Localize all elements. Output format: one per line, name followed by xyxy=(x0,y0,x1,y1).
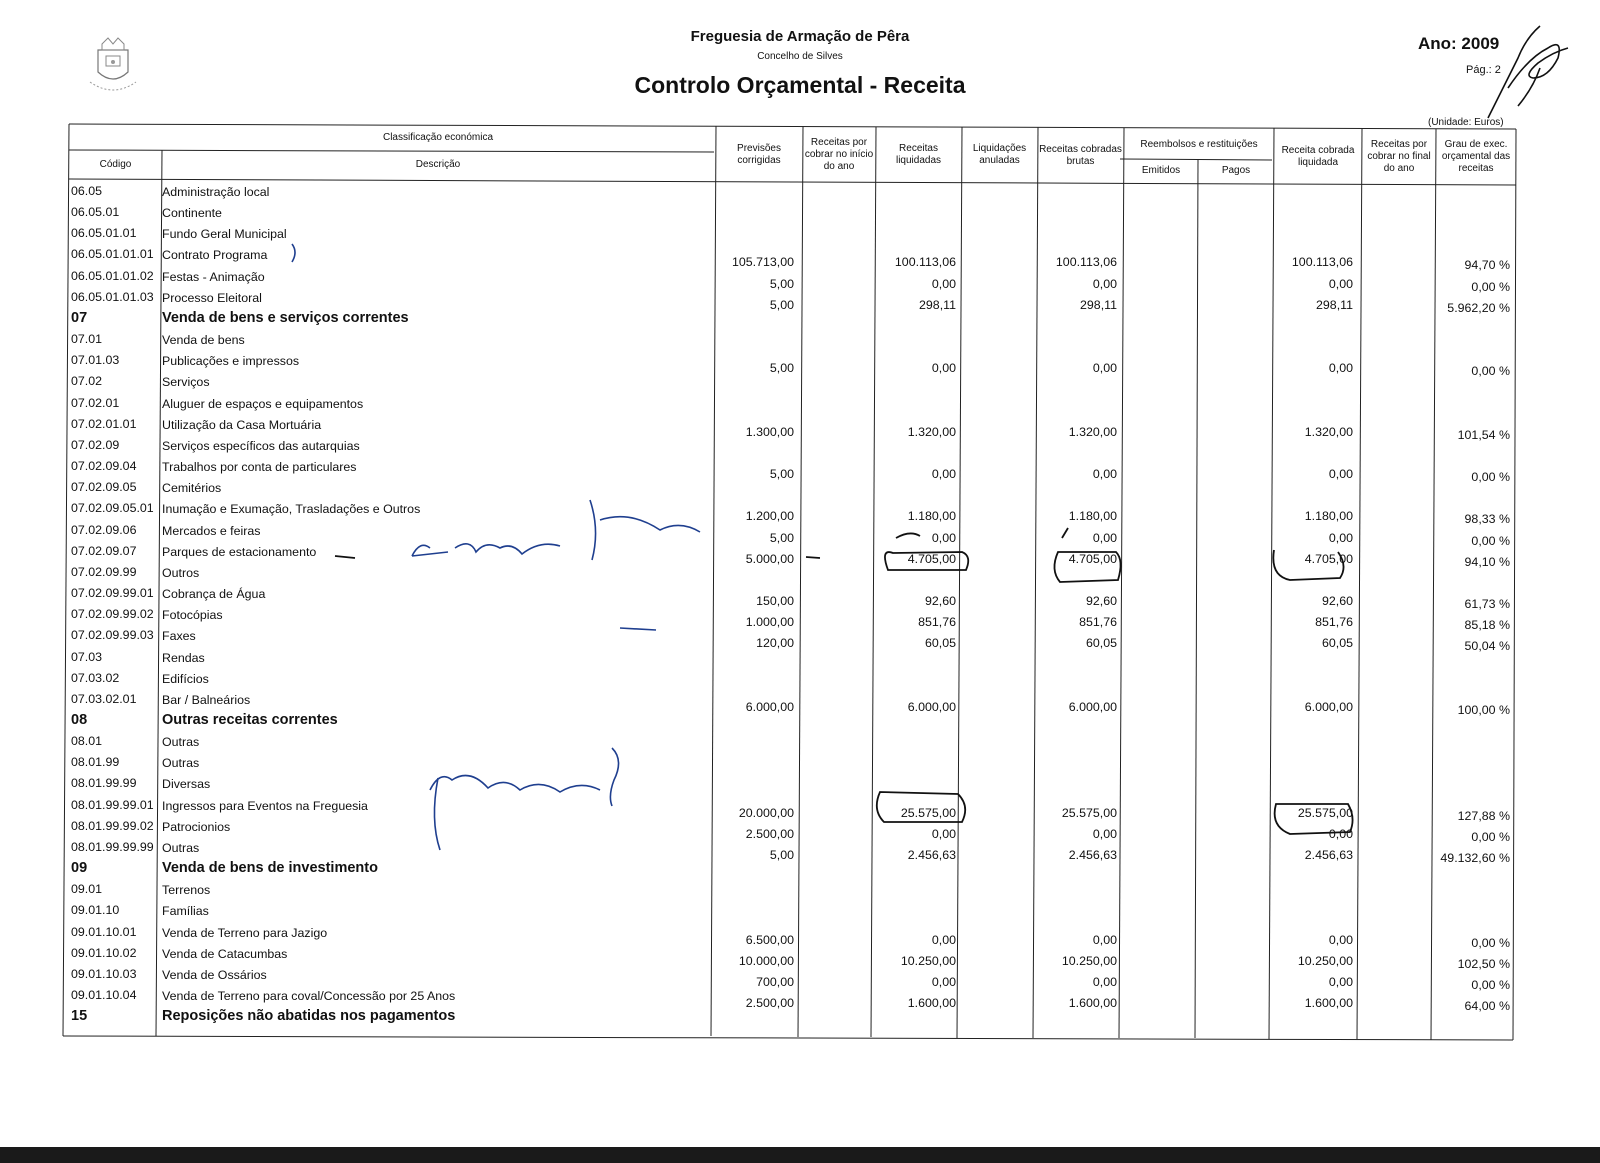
row-liq: 92,60 xyxy=(924,594,956,609)
row-prev: 5,00 xyxy=(769,361,794,376)
header-refunds-issued: Emitidos xyxy=(1141,165,1181,176)
header-cancelled: Liquidações anuladas xyxy=(972,143,1027,166)
row-code: 09.01.10.02 xyxy=(71,945,137,960)
header-settled: Receitas liquidadas xyxy=(895,143,942,166)
row-description: Fotocópias xyxy=(162,608,223,623)
row-cob: 0,00 xyxy=(1092,826,1117,841)
row-code: 09 xyxy=(71,860,88,877)
row-cob: 2.456,63 xyxy=(1068,847,1117,862)
row-description: Famílias xyxy=(162,904,209,919)
table-row xyxy=(0,520,1600,548)
row-description: Inumação e Exumação, Trasladações e Outros xyxy=(162,502,421,517)
table-row xyxy=(0,773,1600,794)
row-cob: 851,76 xyxy=(1079,615,1117,630)
row-cob: 1.180,00 xyxy=(1068,509,1117,524)
table-row xyxy=(0,985,1600,1014)
row-code: 07.02.09.99.01 xyxy=(71,586,154,601)
row-cob: 1.600,00 xyxy=(1068,996,1117,1011)
row-code: 06.05.01 xyxy=(71,205,120,220)
row-description: Venda de bens xyxy=(162,333,245,348)
row-cob: 92,60 xyxy=(1085,594,1117,609)
header-forecast: Previsões corrigidas xyxy=(737,143,781,166)
row-liq: 1.600,00 xyxy=(907,996,956,1011)
row-description: Publicações e impressos xyxy=(162,354,300,369)
row-net: 2.456,63 xyxy=(1304,847,1353,862)
row-liq: 1.320,00 xyxy=(907,424,956,439)
row-description: Mercados e feiras xyxy=(162,523,261,538)
row-net: 0,00 xyxy=(1328,932,1353,947)
table-row xyxy=(0,689,1600,717)
row-description: Processo Eleitoral xyxy=(162,290,262,305)
row-liq: 0,00 xyxy=(931,974,956,989)
row-liq: 25.575,00 xyxy=(900,805,956,820)
row-pct: 102,50 % xyxy=(1457,956,1510,971)
row-pct: 64,00 % xyxy=(1464,999,1510,1014)
row-pct: 0,00 % xyxy=(1471,470,1510,485)
row-prev: 5,00 xyxy=(769,297,794,312)
row-code: 07.02.01 xyxy=(71,395,120,410)
row-prev: 20.000,00 xyxy=(738,805,794,820)
table-row xyxy=(0,541,1600,569)
row-pct: 0,00 % xyxy=(1471,829,1510,844)
table-row xyxy=(0,350,1600,379)
table-row xyxy=(0,414,1600,442)
table-row xyxy=(0,752,1600,773)
row-description: Venda de Ossários xyxy=(162,967,267,982)
header-description: Descrição xyxy=(415,159,461,170)
row-description: Faxes xyxy=(162,629,196,644)
table-row xyxy=(0,900,1600,921)
row-code: 08.01.99 xyxy=(71,755,120,770)
table-row xyxy=(0,477,1600,498)
row-net: 1.180,00 xyxy=(1304,509,1353,524)
row-code: 15 xyxy=(71,1008,88,1025)
signature-scribble xyxy=(1478,18,1578,128)
row-net: 851,76 xyxy=(1315,615,1353,630)
row-description: Outras receitas correntes xyxy=(162,712,338,728)
row-pct: 0,00 % xyxy=(1471,533,1510,548)
row-liq: 1.180,00 xyxy=(907,509,956,524)
row-cob: 10.250,00 xyxy=(1061,953,1117,968)
header-refunds-paid: Pagos xyxy=(1221,165,1251,176)
row-description: Fundo Geral Municipal xyxy=(162,227,287,242)
row-code: 07.03 xyxy=(71,649,103,664)
table-row xyxy=(0,710,1600,731)
row-prev: 6.500,00 xyxy=(745,932,794,947)
row-liq: 0,00 xyxy=(931,467,956,482)
row-code: 06.05.01.01 xyxy=(71,226,137,241)
row-prev: 5,00 xyxy=(769,467,794,482)
row-prev: 2.500,00 xyxy=(745,826,794,841)
row-description: Aluguer de espaços e equipamentos xyxy=(162,396,364,411)
row-code: 09.01.10.04 xyxy=(71,988,137,1003)
header-to-collect-start: Receitas por cobrar no início do ano xyxy=(804,137,874,172)
header-refunds: Reembolsos e restituições xyxy=(1140,139,1258,150)
row-liq: 0,00 xyxy=(931,932,956,947)
header-execution: Grau de exec. orçamental das receitas xyxy=(1441,139,1511,174)
row-net: 100.113,06 xyxy=(1291,255,1353,270)
table-row xyxy=(0,922,1600,950)
row-code: 07.02.01.01 xyxy=(71,416,137,431)
row-cob: 1.320,00 xyxy=(1068,424,1117,439)
row-liq: 60,05 xyxy=(924,636,956,651)
table-row xyxy=(0,562,1600,583)
row-description: Contrato Programa xyxy=(162,248,268,263)
row-liq: 0,00 xyxy=(931,361,956,376)
row-net: 0,00 xyxy=(1328,826,1353,841)
row-pct: 0,00 % xyxy=(1471,364,1510,379)
table-row xyxy=(0,647,1600,668)
row-pct: 127,88 % xyxy=(1457,808,1510,823)
row-description: Serviços específicos das autarquias xyxy=(162,438,360,453)
row-liq: 4.705,00 xyxy=(907,551,956,566)
table-row xyxy=(0,202,1600,223)
page-number: Pág.: 2 xyxy=(1466,64,1501,76)
table-row xyxy=(0,266,1600,294)
row-description: Ingressos para Eventos na Freguesia xyxy=(162,798,368,813)
row-prev: 2.500,00 xyxy=(745,996,794,1011)
row-cob: 0,00 xyxy=(1092,467,1117,482)
row-pct: 49.132,60 % xyxy=(1440,850,1510,865)
row-prev: 120,00 xyxy=(756,636,794,651)
table-row xyxy=(0,244,1600,273)
row-pct: 50,04 % xyxy=(1464,639,1510,654)
row-cob: 0,00 xyxy=(1092,276,1117,291)
row-prev: 700,00 xyxy=(756,974,794,989)
table-row xyxy=(0,858,1600,879)
row-code: 07.02.09.05 xyxy=(71,480,137,495)
row-net: 25.575,00 xyxy=(1297,805,1353,820)
row-code: 08.01.99.99.99 xyxy=(71,839,154,854)
row-pct: 101,54 % xyxy=(1457,427,1510,442)
row-code: 07.02.09.99.03 xyxy=(71,628,154,643)
row-description: Continente xyxy=(162,206,222,221)
row-net: 1.320,00 xyxy=(1304,424,1353,439)
row-code: 07.02 xyxy=(71,374,103,389)
table-row xyxy=(0,731,1600,752)
row-code: 07.02.09 xyxy=(71,437,120,452)
row-pct: 0,00 % xyxy=(1471,279,1510,294)
row-code: 08.01 xyxy=(71,734,103,749)
row-prev: 1.200,00 xyxy=(745,509,794,524)
row-description: Serviços xyxy=(162,375,210,390)
row-prev: 5,00 xyxy=(769,847,794,862)
row-description: Rendas xyxy=(162,650,205,665)
table-row xyxy=(0,223,1600,244)
row-description: Outras xyxy=(162,735,200,750)
row-prev: 10.000,00 xyxy=(738,953,794,968)
table-row xyxy=(0,181,1600,202)
table-row xyxy=(0,668,1600,689)
row-description: Trabalhos por conta de particulares xyxy=(162,460,357,475)
row-cob: 60,05 xyxy=(1085,636,1117,651)
row-net: 0,00 xyxy=(1328,467,1353,482)
row-description: Patrocionios xyxy=(162,819,231,834)
row-description: Edifícios xyxy=(162,671,209,686)
header-net: Receita cobrada liquidada xyxy=(1281,145,1355,168)
table-row xyxy=(0,308,1600,329)
row-net: 0,00 xyxy=(1328,974,1353,989)
row-pct: 94,70 % xyxy=(1464,258,1510,273)
report-year: Ano: 2009 xyxy=(1418,34,1500,53)
header-code: Código xyxy=(99,159,132,170)
row-pct: 61,73 % xyxy=(1464,597,1510,612)
row-description: Venda de Terreno para coval/Concessão por 25 Anos xyxy=(162,989,456,1004)
row-prev: 5,00 xyxy=(769,276,794,291)
row-description: Outras xyxy=(162,756,200,771)
row-code: 09.01.10.01 xyxy=(71,924,137,939)
row-cob: 100.113,06 xyxy=(1055,255,1117,270)
row-code: 08 xyxy=(71,712,88,728)
row-liq: 2.456,63 xyxy=(907,847,956,862)
row-pct: 5.962,20 % xyxy=(1447,300,1510,315)
table-row xyxy=(0,943,1600,971)
row-net: 0,00 xyxy=(1328,530,1353,545)
row-prev: 5.000,00 xyxy=(745,551,794,566)
row-net: 0,00 xyxy=(1328,361,1353,376)
row-code: 07.02.09.07 xyxy=(71,543,137,558)
row-net: 298,11 xyxy=(1316,297,1353,312)
row-code: 06.05.01.01.02 xyxy=(71,268,154,283)
row-liq: 851,76 xyxy=(918,615,956,630)
table-row xyxy=(0,1006,1600,1027)
row-code: 07.01 xyxy=(71,332,103,347)
row-code: 07.02.09.05.01 xyxy=(71,501,154,516)
row-code: 07.02.09.06 xyxy=(71,522,137,537)
row-code: 07.02.09.99.02 xyxy=(71,607,154,622)
row-description: Outros xyxy=(162,565,200,580)
table-row xyxy=(0,456,1600,485)
table-row xyxy=(0,816,1600,844)
row-description: Administração local xyxy=(162,185,270,199)
table-row xyxy=(0,329,1600,350)
row-prev: 150,00 xyxy=(756,594,794,609)
table-row xyxy=(0,795,1600,823)
table-row xyxy=(0,879,1600,900)
row-liq: 0,00 xyxy=(931,276,956,291)
county-name: Concelho de Silves xyxy=(757,51,843,62)
row-description: Parques de estacionamento xyxy=(162,544,317,559)
row-code: 07.03.02.01 xyxy=(71,691,137,706)
row-description: Terrenos xyxy=(162,883,211,898)
header-gross: Receitas cobradas brutas xyxy=(1039,144,1122,167)
scan-edge xyxy=(0,1147,1600,1163)
currency-unit: (Unidade: Euros) xyxy=(1428,117,1504,128)
row-code: 07.01.03 xyxy=(71,353,120,368)
row-pct: 0,00 % xyxy=(1471,935,1510,950)
row-cob: 298,11 xyxy=(1080,297,1117,312)
row-code: 09.01 xyxy=(71,882,103,897)
row-description: Venda de bens e serviços correntes xyxy=(162,309,409,326)
row-code: 09.01.10 xyxy=(71,903,120,918)
row-cob: 4.705,00 xyxy=(1068,551,1117,566)
row-pct: 94,10 % xyxy=(1464,554,1510,569)
row-code: 07.02.09.04 xyxy=(71,459,137,474)
row-code: 08.01.99.99.02 xyxy=(71,818,154,833)
table-row xyxy=(0,371,1600,392)
row-liq: 6.000,00 xyxy=(907,699,956,714)
row-cob: 25.575,00 xyxy=(1061,805,1117,820)
row-net: 4.705,00 xyxy=(1304,551,1353,566)
row-description: Reposições não abatidas nos pagamentos xyxy=(162,1008,456,1025)
row-pct: 100,00 % xyxy=(1457,702,1510,717)
row-net: 10.250,00 xyxy=(1297,953,1353,968)
row-net: 0,00 xyxy=(1328,276,1353,291)
row-cob: 0,00 xyxy=(1092,974,1117,989)
row-pct: 85,18 % xyxy=(1464,618,1510,633)
table-row xyxy=(0,287,1600,315)
row-prev: 105.713,00 xyxy=(731,255,794,270)
row-description: Venda de bens de investimento xyxy=(162,860,378,877)
row-pct: 98,33 % xyxy=(1464,512,1510,527)
table-row xyxy=(0,604,1600,633)
table-row xyxy=(0,964,1600,992)
row-description: Bar / Balneários xyxy=(162,692,251,707)
row-liq: 0,00 xyxy=(931,826,956,841)
row-description: Cobrança de Água xyxy=(162,587,266,602)
row-description: Venda de Catacumbas xyxy=(162,946,288,961)
row-cob: 0,00 xyxy=(1092,932,1117,947)
row-code: 06.05.01.01.03 xyxy=(71,289,154,304)
row-description: Utilização da Casa Mortuária xyxy=(162,417,322,432)
row-prev: 1.300,00 xyxy=(745,424,794,439)
row-liq: 10.250,00 xyxy=(900,953,956,968)
table-row xyxy=(0,435,1600,456)
row-cob: 0,00 xyxy=(1092,530,1117,545)
row-description: Festas - Animação xyxy=(162,269,265,284)
row-liq: 0,00 xyxy=(931,530,956,545)
table-row xyxy=(0,837,1600,865)
row-code: 08.01.99.99.01 xyxy=(71,797,154,812)
row-code: 09.01.10.03 xyxy=(71,966,137,981)
row-description: Outras xyxy=(162,840,200,855)
row-net: 92,60 xyxy=(1321,594,1353,609)
row-net: 60,05 xyxy=(1321,636,1353,651)
table-row xyxy=(0,498,1600,527)
report-title: Controlo Orçamental - Receita xyxy=(634,72,966,98)
row-prev: 5,00 xyxy=(769,530,794,545)
row-cob: 6.000,00 xyxy=(1068,699,1117,714)
row-description: Venda de Terreno para Jazigo xyxy=(162,925,328,940)
row-code: 06.05.01.01.01 xyxy=(71,247,154,262)
row-net: 1.600,00 xyxy=(1304,996,1353,1011)
table-row xyxy=(0,625,1600,654)
row-net: 6.000,00 xyxy=(1304,699,1353,714)
header-classification: Classificação económica xyxy=(382,132,494,143)
row-code: 06.05 xyxy=(71,184,103,198)
row-code: 07.03.02 xyxy=(71,670,120,685)
row-prev: 6.000,00 xyxy=(745,699,794,714)
table-row xyxy=(0,583,1600,612)
row-cob: 0,00 xyxy=(1092,361,1117,376)
row-pct: 0,00 % xyxy=(1471,977,1510,992)
row-liq: 100.113,06 xyxy=(894,255,956,270)
row-code: 07 xyxy=(71,309,88,326)
parish-name: Freguesia de Armação de Pêra xyxy=(690,28,910,45)
row-code: 08.01.99.99 xyxy=(71,776,137,791)
row-prev: 1.000,00 xyxy=(745,615,794,630)
row-liq: 298,11 xyxy=(919,297,956,312)
row-code: 07.02.09.99 xyxy=(71,564,137,579)
table-row xyxy=(0,393,1600,414)
header-to-collect-end: Receitas por cobrar no final do ano xyxy=(1367,139,1431,174)
row-description: Cemitérios xyxy=(162,481,222,496)
row-description: Diversas xyxy=(162,777,211,792)
